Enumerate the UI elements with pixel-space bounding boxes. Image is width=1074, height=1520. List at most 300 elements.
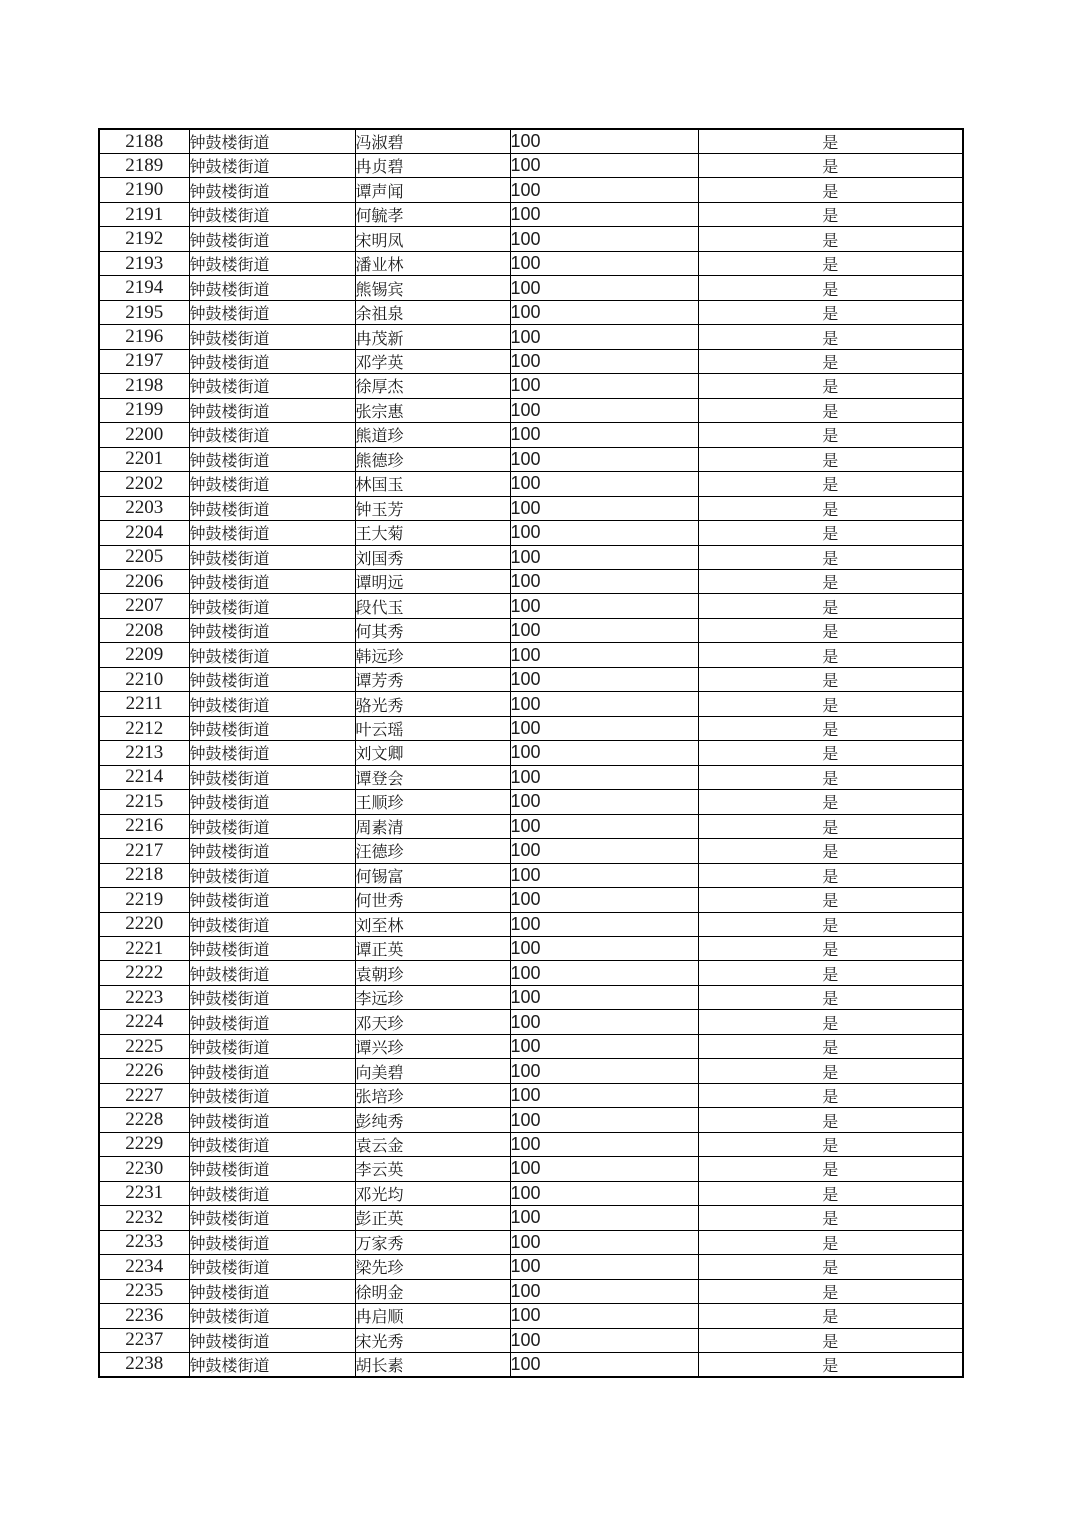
person-name-cell: 刘至林 — [355, 912, 510, 936]
table-row — [99, 1010, 963, 1034]
street-cell: 钟鼓楼街道 — [189, 521, 355, 545]
serial-number-cell: 2235 — [99, 1279, 189, 1303]
table-row — [99, 300, 963, 324]
serial-number-cell: 2233 — [99, 1230, 189, 1254]
score-cell: 100 — [510, 1206, 698, 1230]
table-row — [99, 154, 963, 178]
person-name-cell: 刘国秀 — [355, 545, 510, 569]
person-name-cell: 邓学英 — [355, 349, 510, 373]
serial-number-cell: 2206 — [99, 569, 189, 593]
serial-number-cell: 2214 — [99, 765, 189, 789]
serial-number-cell: 2194 — [99, 276, 189, 300]
table-row — [99, 129, 963, 154]
serial-number-cell: 2201 — [99, 447, 189, 471]
confirmation-cell: 是 — [698, 1230, 963, 1254]
street-cell: 钟鼓楼街道 — [189, 912, 355, 936]
person-name-cell: 冉启顺 — [355, 1304, 510, 1328]
confirmation-cell: 是 — [698, 1034, 963, 1058]
confirmation-cell: 是 — [698, 447, 963, 471]
street-cell: 钟鼓楼街道 — [189, 349, 355, 373]
table-row — [99, 374, 963, 398]
score-cell: 100 — [510, 1328, 698, 1352]
confirmation-cell: 是 — [698, 594, 963, 618]
person-name-cell: 韩远珍 — [355, 643, 510, 667]
serial-number-cell: 2229 — [99, 1132, 189, 1156]
person-name-cell: 彭纯秀 — [355, 1108, 510, 1132]
confirmation-cell: 是 — [698, 1328, 963, 1352]
street-cell: 钟鼓楼街道 — [189, 496, 355, 520]
table-row — [99, 863, 963, 887]
serial-number-cell: 2228 — [99, 1108, 189, 1132]
street-cell: 钟鼓楼街道 — [189, 594, 355, 618]
table-row — [99, 472, 963, 496]
street-cell: 钟鼓楼街道 — [189, 423, 355, 447]
confirmation-cell: 是 — [698, 863, 963, 887]
table-row — [99, 1255, 963, 1279]
score-cell: 100 — [510, 276, 698, 300]
street-cell: 钟鼓楼街道 — [189, 1108, 355, 1132]
score-cell: 100 — [510, 912, 698, 936]
confirmation-cell: 是 — [698, 251, 963, 275]
confirmation-cell: 是 — [698, 1255, 963, 1279]
serial-number-cell: 2197 — [99, 349, 189, 373]
serial-number-cell: 2227 — [99, 1083, 189, 1107]
person-name-cell: 宋明凤 — [355, 227, 510, 251]
table-row — [99, 447, 963, 471]
person-name-cell: 熊德珍 — [355, 447, 510, 471]
score-cell: 100 — [510, 1255, 698, 1279]
confirmation-cell: 是 — [698, 1181, 963, 1205]
table-row — [99, 839, 963, 863]
street-cell: 钟鼓楼街道 — [189, 545, 355, 569]
confirmation-cell: 是 — [698, 472, 963, 496]
serial-number-cell: 2210 — [99, 667, 189, 691]
serial-number-cell: 2202 — [99, 472, 189, 496]
serial-number-cell: 2208 — [99, 618, 189, 642]
street-cell: 钟鼓楼街道 — [189, 129, 355, 154]
serial-number-cell: 2213 — [99, 741, 189, 765]
table-row — [99, 961, 963, 985]
street-cell: 钟鼓楼街道 — [189, 985, 355, 1009]
score-cell: 100 — [510, 325, 698, 349]
person-name-cell: 何其秀 — [355, 618, 510, 642]
street-cell: 钟鼓楼街道 — [189, 716, 355, 740]
confirmation-cell: 是 — [698, 1132, 963, 1156]
table-row — [99, 227, 963, 251]
table-row — [99, 202, 963, 226]
table-row — [99, 618, 963, 642]
street-cell: 钟鼓楼街道 — [189, 765, 355, 789]
score-cell: 100 — [510, 1108, 698, 1132]
street-cell: 钟鼓楼街道 — [189, 154, 355, 178]
table-row — [99, 398, 963, 422]
serial-number-cell: 2236 — [99, 1304, 189, 1328]
serial-number-cell: 2220 — [99, 912, 189, 936]
confirmation-cell: 是 — [698, 300, 963, 324]
confirmation-cell: 是 — [698, 618, 963, 642]
score-cell: 100 — [510, 1352, 698, 1377]
street-cell: 钟鼓楼街道 — [189, 643, 355, 667]
person-name-cell: 邓天珍 — [355, 1010, 510, 1034]
serial-number-cell: 2204 — [99, 521, 189, 545]
confirmation-cell: 是 — [698, 227, 963, 251]
serial-number-cell: 2219 — [99, 888, 189, 912]
table-row — [99, 643, 963, 667]
person-name-cell: 张培珍 — [355, 1083, 510, 1107]
street-cell: 钟鼓楼街道 — [189, 961, 355, 985]
street-cell: 钟鼓楼街道 — [189, 251, 355, 275]
confirmation-cell: 是 — [698, 202, 963, 226]
person-name-cell: 张宗惠 — [355, 398, 510, 422]
person-name-cell: 向美碧 — [355, 1059, 510, 1083]
serial-number-cell: 2238 — [99, 1352, 189, 1377]
street-cell: 钟鼓楼街道 — [189, 1132, 355, 1156]
street-cell: 钟鼓楼街道 — [189, 790, 355, 814]
table-row — [99, 349, 963, 373]
serial-number-cell: 2231 — [99, 1181, 189, 1205]
street-cell: 钟鼓楼街道 — [189, 839, 355, 863]
score-cell: 100 — [510, 814, 698, 838]
street-cell: 钟鼓楼街道 — [189, 398, 355, 422]
score-cell: 100 — [510, 618, 698, 642]
confirmation-cell: 是 — [698, 1206, 963, 1230]
table-row — [99, 1230, 963, 1254]
person-name-cell: 谭兴珍 — [355, 1034, 510, 1058]
table-row — [99, 1059, 963, 1083]
table-row — [99, 496, 963, 520]
table-row — [99, 765, 963, 789]
person-name-cell: 骆光秀 — [355, 692, 510, 716]
street-cell: 钟鼓楼街道 — [189, 1255, 355, 1279]
confirmation-cell: 是 — [698, 692, 963, 716]
score-cell: 100 — [510, 423, 698, 447]
confirmation-cell: 是 — [698, 1279, 963, 1303]
score-cell: 100 — [510, 1010, 698, 1034]
confirmation-cell: 是 — [698, 423, 963, 447]
table-row — [99, 1206, 963, 1230]
street-cell: 钟鼓楼街道 — [189, 447, 355, 471]
serial-number-cell: 2237 — [99, 1328, 189, 1352]
serial-number-cell: 2188 — [99, 129, 189, 154]
confirmation-cell: 是 — [698, 839, 963, 863]
person-name-cell: 袁云金 — [355, 1132, 510, 1156]
street-cell: 钟鼓楼街道 — [189, 1010, 355, 1034]
person-name-cell: 徐明金 — [355, 1279, 510, 1303]
score-cell: 100 — [510, 1034, 698, 1058]
street-cell: 钟鼓楼街道 — [189, 374, 355, 398]
serial-number-cell: 2234 — [99, 1255, 189, 1279]
table-row — [99, 1304, 963, 1328]
person-name-cell: 冉贞碧 — [355, 154, 510, 178]
table-row — [99, 545, 963, 569]
serial-number-cell: 2198 — [99, 374, 189, 398]
street-cell: 钟鼓楼街道 — [189, 1206, 355, 1230]
person-name-cell: 熊锡宾 — [355, 276, 510, 300]
serial-number-cell: 2232 — [99, 1206, 189, 1230]
table-row — [99, 1132, 963, 1156]
confirmation-cell: 是 — [698, 937, 963, 961]
score-cell: 100 — [510, 374, 698, 398]
score-cell: 100 — [510, 349, 698, 373]
score-cell: 100 — [510, 251, 698, 275]
serial-number-cell: 2196 — [99, 325, 189, 349]
serial-number-cell: 2226 — [99, 1059, 189, 1083]
confirmation-cell: 是 — [698, 888, 963, 912]
street-cell: 钟鼓楼街道 — [189, 276, 355, 300]
table-row — [99, 692, 963, 716]
score-cell: 100 — [510, 154, 698, 178]
table-row — [99, 888, 963, 912]
person-name-cell: 潘业林 — [355, 251, 510, 275]
confirmation-cell: 是 — [698, 667, 963, 691]
table-row — [99, 1157, 963, 1181]
confirmation-cell: 是 — [698, 985, 963, 1009]
confirmation-cell: 是 — [698, 1304, 963, 1328]
person-name-cell: 何锡富 — [355, 863, 510, 887]
table-row — [99, 814, 963, 838]
person-name-cell: 万家秀 — [355, 1230, 510, 1254]
score-cell: 100 — [510, 1083, 698, 1107]
person-name-cell: 余祖泉 — [355, 300, 510, 324]
person-name-cell: 彭正英 — [355, 1206, 510, 1230]
score-cell: 100 — [510, 472, 698, 496]
person-name-cell: 梁先珍 — [355, 1255, 510, 1279]
confirmation-cell: 是 — [698, 765, 963, 789]
confirmation-cell: 是 — [698, 643, 963, 667]
score-cell: 100 — [510, 594, 698, 618]
person-name-cell: 谭声闻 — [355, 178, 510, 202]
table-row — [99, 1328, 963, 1352]
confirmation-cell: 是 — [698, 1083, 963, 1107]
street-cell: 钟鼓楼街道 — [189, 1352, 355, 1377]
table-row — [99, 1181, 963, 1205]
confirmation-cell: 是 — [698, 912, 963, 936]
score-cell: 100 — [510, 985, 698, 1009]
confirmation-cell: 是 — [698, 1157, 963, 1181]
table-row — [99, 1352, 963, 1377]
person-name-cell: 王大菊 — [355, 521, 510, 545]
table-row — [99, 276, 963, 300]
score-cell: 100 — [510, 202, 698, 226]
serial-number-cell: 2207 — [99, 594, 189, 618]
person-name-cell: 宋光秀 — [355, 1328, 510, 1352]
person-name-cell: 谭芳秀 — [355, 667, 510, 691]
street-cell: 钟鼓楼街道 — [189, 472, 355, 496]
street-cell: 钟鼓楼街道 — [189, 1059, 355, 1083]
street-cell: 钟鼓楼街道 — [189, 1157, 355, 1181]
score-cell: 100 — [510, 863, 698, 887]
confirmation-cell: 是 — [698, 178, 963, 202]
serial-number-cell: 2221 — [99, 937, 189, 961]
confirmation-cell: 是 — [698, 1108, 963, 1132]
person-name-cell: 何毓孝 — [355, 202, 510, 226]
confirmation-cell: 是 — [698, 154, 963, 178]
score-cell: 100 — [510, 521, 698, 545]
score-cell: 100 — [510, 1059, 698, 1083]
person-name-cell: 周素清 — [355, 814, 510, 838]
street-cell: 钟鼓楼街道 — [189, 937, 355, 961]
table-row — [99, 1034, 963, 1058]
score-cell: 100 — [510, 961, 698, 985]
confirmation-cell: 是 — [698, 1059, 963, 1083]
person-name-cell: 刘文卿 — [355, 741, 510, 765]
street-cell: 钟鼓楼街道 — [189, 814, 355, 838]
score-cell: 100 — [510, 643, 698, 667]
score-cell: 100 — [510, 447, 698, 471]
score-cell: 100 — [510, 227, 698, 251]
street-cell: 钟鼓楼街道 — [189, 325, 355, 349]
score-cell: 100 — [510, 1304, 698, 1328]
person-name-cell: 谭正英 — [355, 937, 510, 961]
table-row — [99, 423, 963, 447]
confirmation-cell: 是 — [698, 325, 963, 349]
confirmation-cell: 是 — [698, 569, 963, 593]
person-name-cell: 段代玉 — [355, 594, 510, 618]
street-cell: 钟鼓楼街道 — [189, 1279, 355, 1303]
street-cell: 钟鼓楼街道 — [189, 667, 355, 691]
score-cell: 100 — [510, 790, 698, 814]
serial-number-cell: 2217 — [99, 839, 189, 863]
serial-number-cell: 2216 — [99, 814, 189, 838]
confirmation-cell: 是 — [698, 129, 963, 154]
serial-number-cell: 2222 — [99, 961, 189, 985]
score-cell: 100 — [510, 692, 698, 716]
street-cell: 钟鼓楼街道 — [189, 1083, 355, 1107]
serial-number-cell: 2211 — [99, 692, 189, 716]
serial-number-cell: 2212 — [99, 716, 189, 740]
serial-number-cell: 2191 — [99, 202, 189, 226]
confirmation-cell: 是 — [698, 961, 963, 985]
score-cell: 100 — [510, 667, 698, 691]
score-cell: 100 — [510, 545, 698, 569]
person-name-cell: 熊道珍 — [355, 423, 510, 447]
score-cell: 100 — [510, 741, 698, 765]
serial-number-cell: 2192 — [99, 227, 189, 251]
person-name-cell: 王顺珍 — [355, 790, 510, 814]
residents-table — [98, 128, 964, 1378]
person-name-cell: 叶云瑶 — [355, 716, 510, 740]
serial-number-cell: 2230 — [99, 1157, 189, 1181]
serial-number-cell: 2218 — [99, 863, 189, 887]
score-cell: 100 — [510, 1157, 698, 1181]
serial-number-cell: 2199 — [99, 398, 189, 422]
score-cell: 100 — [510, 937, 698, 961]
person-name-cell: 冯淑碧 — [355, 129, 510, 154]
score-cell: 100 — [510, 1181, 698, 1205]
serial-number-cell: 2209 — [99, 643, 189, 667]
person-name-cell: 李云英 — [355, 1157, 510, 1181]
confirmation-cell: 是 — [698, 1010, 963, 1034]
score-cell: 100 — [510, 496, 698, 520]
person-name-cell: 谭登会 — [355, 765, 510, 789]
table-row — [99, 521, 963, 545]
person-name-cell: 邓光均 — [355, 1181, 510, 1205]
table-row — [99, 790, 963, 814]
street-cell: 钟鼓楼街道 — [189, 863, 355, 887]
confirmation-cell: 是 — [698, 374, 963, 398]
person-name-cell: 徐厚杰 — [355, 374, 510, 398]
score-cell: 100 — [510, 569, 698, 593]
serial-number-cell: 2203 — [99, 496, 189, 520]
confirmation-cell: 是 — [698, 814, 963, 838]
confirmation-cell: 是 — [698, 521, 963, 545]
street-cell: 钟鼓楼街道 — [189, 202, 355, 226]
person-name-cell: 汪德珍 — [355, 839, 510, 863]
person-name-cell: 林国玉 — [355, 472, 510, 496]
confirmation-cell: 是 — [698, 1352, 963, 1377]
table-row — [99, 937, 963, 961]
table-row — [99, 741, 963, 765]
street-cell: 钟鼓楼街道 — [189, 1328, 355, 1352]
table-row — [99, 667, 963, 691]
score-cell: 100 — [510, 178, 698, 202]
street-cell: 钟鼓楼街道 — [189, 741, 355, 765]
street-cell: 钟鼓楼街道 — [189, 692, 355, 716]
serial-number-cell: 2205 — [99, 545, 189, 569]
score-cell: 100 — [510, 129, 698, 154]
confirmation-cell: 是 — [698, 349, 963, 373]
person-name-cell: 钟玉芳 — [355, 496, 510, 520]
serial-number-cell: 2189 — [99, 154, 189, 178]
table-row — [99, 1083, 963, 1107]
street-cell: 钟鼓楼街道 — [189, 618, 355, 642]
serial-number-cell: 2224 — [99, 1010, 189, 1034]
score-cell: 100 — [510, 765, 698, 789]
street-cell: 钟鼓楼街道 — [189, 300, 355, 324]
person-name-cell: 袁朝珍 — [355, 961, 510, 985]
confirmation-cell: 是 — [698, 741, 963, 765]
score-cell: 100 — [510, 1230, 698, 1254]
serial-number-cell: 2215 — [99, 790, 189, 814]
table-row — [99, 325, 963, 349]
person-name-cell: 何世秀 — [355, 888, 510, 912]
street-cell: 钟鼓楼街道 — [189, 1304, 355, 1328]
street-cell: 钟鼓楼街道 — [189, 1181, 355, 1205]
street-cell: 钟鼓楼街道 — [189, 1230, 355, 1254]
score-cell: 100 — [510, 1132, 698, 1156]
person-name-cell: 李远珍 — [355, 985, 510, 1009]
score-cell: 100 — [510, 888, 698, 912]
street-cell: 钟鼓楼街道 — [189, 569, 355, 593]
serial-number-cell: 2225 — [99, 1034, 189, 1058]
street-cell: 钟鼓楼街道 — [189, 1034, 355, 1058]
confirmation-cell: 是 — [698, 790, 963, 814]
serial-number-cell: 2195 — [99, 300, 189, 324]
serial-number-cell: 2193 — [99, 251, 189, 275]
table-row — [99, 1279, 963, 1303]
confirmation-cell: 是 — [698, 716, 963, 740]
table-row — [99, 569, 963, 593]
score-cell: 100 — [510, 300, 698, 324]
score-cell: 100 — [510, 716, 698, 740]
street-cell: 钟鼓楼街道 — [189, 888, 355, 912]
score-cell: 100 — [510, 398, 698, 422]
person-name-cell: 冉茂新 — [355, 325, 510, 349]
confirmation-cell: 是 — [698, 398, 963, 422]
confirmation-cell: 是 — [698, 276, 963, 300]
confirmation-cell: 是 — [698, 545, 963, 569]
table-row — [99, 178, 963, 202]
score-cell: 100 — [510, 1279, 698, 1303]
confirmation-cell: 是 — [698, 496, 963, 520]
table-row — [99, 1108, 963, 1132]
score-cell: 100 — [510, 839, 698, 863]
table-row — [99, 912, 963, 936]
residents-table-body — [99, 129, 963, 1377]
serial-number-cell: 2200 — [99, 423, 189, 447]
table-row — [99, 985, 963, 1009]
serial-number-cell: 2223 — [99, 985, 189, 1009]
